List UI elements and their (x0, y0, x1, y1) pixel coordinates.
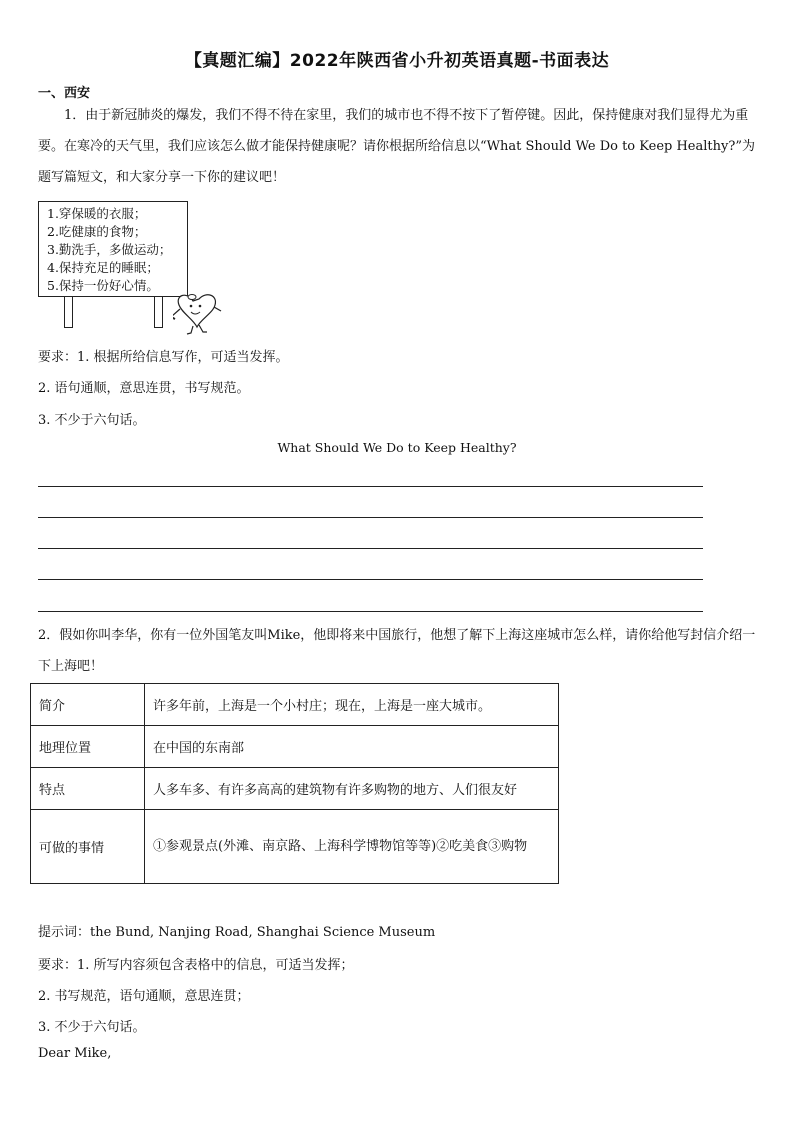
tip-item: 4.保持充足的睡眠； (47, 260, 159, 275)
table-key: 特点 (31, 768, 145, 810)
table-row (31, 726, 559, 768)
tip-item: 3.勤洗手，多做运动； (47, 242, 172, 257)
table-value: 人多车多、有许多高高的建筑物有许多购物的地方、人们很友好 (145, 768, 559, 810)
shanghai-info-table (30, 683, 559, 884)
question-1-text: 1．由于新冠肺炎的爆发，我们不得不待在家里，我们的城市也不得不按下了暂停键。因此，保持健康对我们显得尤为重要。在寒冷的天气里，我们应该怎么做才能保持健康呢？请你根据所给信息以“What Should We Do to Keep Healthy?”为题写篇短文，和大家分享一下你的建议吧！ (38, 108, 755, 185)
q1-requirement-1: 要求：1. 根据所给信息写作，可适当发挥。 (38, 350, 289, 365)
writing-line (38, 517, 703, 518)
writing-line (38, 548, 703, 549)
q1-requirement-2: 2. 语句通顺，意思连贯，书写规范。 (38, 381, 250, 396)
hint-words: 提示词：the Bund, Nanjing Road, Shanghai Science Museum (38, 925, 436, 940)
writing-line (38, 579, 703, 580)
table-key: 地理位置 (31, 726, 145, 768)
tips-signboard (38, 199, 188, 331)
table-key: 简介 (31, 684, 145, 726)
table-value: 在中国的东南部 (145, 726, 559, 768)
q2-requirement-2: 2. 书写规范，语句通顺，意思连贯； (38, 989, 250, 1004)
table-key: 可做的事情 (31, 810, 145, 884)
q2-requirement-3: 3. 不少于六句话。 (38, 1020, 146, 1035)
table-row (31, 684, 559, 726)
signboard-post-left (64, 297, 73, 328)
page-title: 【真题汇编】2022年陕西省小升初英语真题-书面表达 (184, 51, 610, 71)
q1-requirement-3: 3. 不少于六句话。 (38, 413, 146, 428)
signboard-post-right (154, 297, 163, 328)
question-2-text: 2．假如你叫李华，你有一位外国笔友叫Mike，他即将来中国旅行，他想了解下上海这座城市怎么样，请你给他写封信介绍一下上海吧！ (38, 628, 756, 674)
letter-salutation: Dear Mike, (38, 1046, 112, 1061)
table-row (31, 768, 559, 810)
tip-item: 1.穿保暖的衣服； (47, 206, 147, 221)
section-heading: 一、西安 (38, 86, 91, 101)
writing-line (38, 611, 703, 612)
table-row (31, 810, 559, 884)
table-value: ①参观景点(外滩、南京路、上海科学博物馆等等)②吃美食③购物 (145, 810, 559, 884)
tip-item: 2.吃健康的食物； (47, 224, 147, 239)
writing-line (38, 486, 703, 487)
q2-requirement-1: 要求：1. 所写内容须包含表格中的信息，可适当发挥； (38, 958, 354, 973)
table-value: 许多年前，上海是一个小村庄；现在，上海是一座大城市。 (145, 684, 559, 726)
heart-mascot-icon (173, 287, 243, 337)
essay-title: What Should We Do to Keep Healthy? (277, 440, 517, 455)
tip-item: 5.保持一份好心情。 (47, 278, 159, 293)
signboard-panel (38, 201, 188, 297)
